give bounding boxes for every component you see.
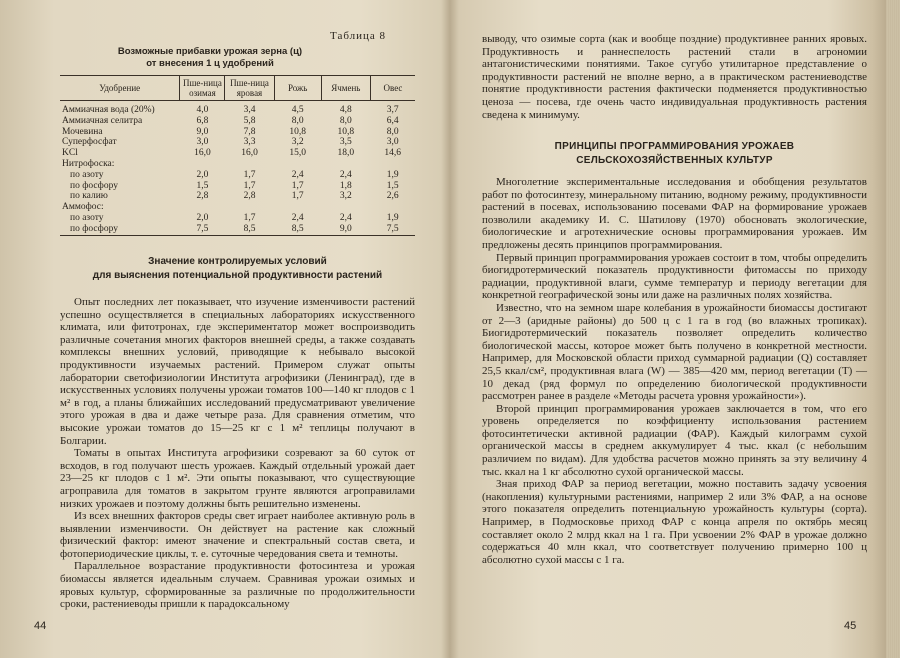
table-cell: 2,8 [243, 191, 256, 202]
table-cell: 16,0 [241, 148, 258, 159]
table-row [60, 202, 415, 213]
table-cell: 1,7 [243, 180, 256, 191]
table-cell: 7,5 [180, 224, 225, 235]
table-header: Пше-ница озимая [180, 76, 225, 101]
table-cell: 2,4 [339, 169, 352, 180]
table-cell-label: по азоту [70, 212, 104, 223]
table-header: Пше-ница яровая [225, 76, 274, 101]
table-cell: 6,8 [196, 115, 209, 126]
paragraph: Зная приход ФАР за период вегетации, можно поставить задачу усвоения (накопления) культурными растениями, например 2 или 3% ФАР, а на основе этого показателя определить потенциальную урожайность культуры (сорта). Например, в Подмосковье приход ФАР с конца апреля по октябрь месяц составляет около 2 млрд ккал на 1 га. При усвоении 2% ФАР в урожае должно содержаться 40 млн ккал, что соответствует получению примерно 100 ц абсолютно сухой массы с 1 га. [482, 478, 867, 566]
table-cell: 8,0 [386, 126, 399, 137]
table-cell: 3,2 [291, 137, 304, 148]
table-cell: 3,0 [386, 137, 399, 148]
paragraph: Из всех внешних факторов среды свет играет наиболее активную роль в выявлении изменчивости. Он действует на растение как сложный физический фактор: имеют значение и спектральный состав света, и фотопериодические циклы, т. е. суточные чередования света и темноты. [60, 510, 415, 560]
table-cell: 1,9 [386, 212, 399, 223]
left-section-heading [60, 255, 415, 283]
table-row [60, 101, 415, 116]
right-page [452, 0, 900, 658]
table-cell: 4,8 [339, 105, 352, 115]
table-row [60, 137, 415, 148]
table-cell-label: Аммиачная селитра [62, 115, 143, 126]
table-cell: 1,9 [386, 169, 399, 180]
table-cell: 2,0 [196, 212, 209, 223]
table-cell [274, 202, 321, 213]
table-cell: 2,6 [386, 191, 399, 202]
table-cell: 1,7 [291, 180, 304, 191]
table-cell: 15,0 [289, 148, 306, 159]
table-cell: 3,2 [339, 191, 352, 202]
paragraph: Опыт последних лет показывает, что изучение изменчивости растений успешно осуществляется в специальных лабораториях искусственного климата, или фитотронах, где экспериментатор может воспроизводить различные сочетания многих факторов внешней среды, а также создавать комплексы внешних условий, приводящие к небывало высокой продуктивности изучаемых растений. Примером служат опыты лаборатории светофизиологии Института агрофизики (Ленинград), где в искусственных условиях получены урожаи томатов 100—140 кг плодов с 1 м² в год, а планы ближайших исследований предусматривают увеличение этого урожая в два и даже четыре раза. Для сравнения отметим, что высокие урожаи томатов до 15—25 кг с 1 м² теплицы получают в Болгарии. [60, 296, 415, 447]
table-cell: 9,0 [321, 224, 370, 235]
table-cell-label: Аммофос: [62, 202, 104, 213]
table-cell: 3,5 [339, 137, 352, 148]
table-cell [180, 202, 225, 213]
table-cell: 2,4 [291, 169, 304, 180]
paragraph: выводу, что озимые сорта (как и вообще поздние) продуктивнее ранних яровых. Продуктивность и раннеспелость растений стали в агрономии антагонистическими понятиями. Такое сугубо утилитарное представление о продуктивности растений не вполне верно, а в практическом растениеводстве понятие продуктивности растения фактически подменяется продуктивностью ценоза — посева, где очень часто индивидуальная продуктивность растения сведена к минимуму. [482, 33, 867, 121]
table-cell-label: по фосфору [70, 180, 118, 191]
table-cell: 5,8 [243, 115, 256, 126]
right-section-heading-line2: СЕЛЬСКОХОЗЯЙСТВЕННЫХ КУЛЬТУР [576, 155, 773, 166]
table-cell: 2,0 [196, 169, 209, 180]
left-section-heading-line1: Значение контролируемых условий [148, 256, 327, 267]
right-body-text [482, 176, 867, 566]
table-row [60, 224, 415, 235]
table-cell [370, 159, 415, 170]
table-cell: 6,4 [386, 115, 399, 126]
table-row [60, 159, 415, 170]
table-cell: 14,6 [384, 148, 402, 159]
table-row [60, 116, 415, 127]
table-header: Удобрение [60, 76, 180, 101]
table-cell: 7,8 [243, 126, 256, 137]
table-cell [370, 202, 415, 213]
table-cell [180, 159, 225, 170]
table-cell-label: по фосфору [60, 224, 180, 235]
table-title-line1: Возможные прибавки урожая зерна (ц) [117, 46, 303, 57]
table-cell: 3,3 [243, 137, 256, 148]
table-cell: 2,4 [291, 212, 304, 223]
table-cell: 3,7 [386, 105, 399, 115]
paragraph: Первый принцип программирования урожаев состоит в том, чтобы определить биогидротермический показатель продуктивности фитомассы по приходу радиации, продуктивной влаги, сумме температур и периоду вегетации для конкретной географической зоны или даже на различных полях хозяйства. [482, 251, 867, 302]
paragraph: Многолетние экспериментальные исследования и обобщения результатов работ по фотосинтезу, минеральному питанию, водному режиму, продуктивности растений в посевах, использованию посевами ФАР на формирование урожаев позволили академику И. С. Шатилову (1970) обосновать экологические, биологические и агротехнические основы программирования урожаев. Им предложены десять принципов программирования. [482, 176, 867, 251]
table-row [60, 191, 415, 202]
table-cell-label: по калию [70, 191, 108, 202]
table-header: Овес [370, 76, 415, 101]
table-row [60, 181, 415, 192]
table-caption: Таблица 8 [330, 30, 387, 42]
left-section-heading-line2: для выяснения потенциальной продуктивности растений [92, 270, 383, 281]
table-cell: 18,0 [337, 148, 355, 159]
table-row [60, 127, 415, 138]
table-cell: 9,0 [196, 126, 209, 137]
table-cell: 7,5 [370, 224, 415, 235]
table-header: Рожь [274, 76, 321, 101]
table-cell [321, 159, 370, 170]
fertilizer-table [60, 75, 415, 236]
table-cell-label: по азоту [70, 169, 104, 180]
table-cell: 8,0 [291, 115, 304, 126]
table-cell [225, 202, 274, 213]
table-cell: 8,5 [225, 224, 274, 235]
table-cell [321, 202, 370, 213]
right-section-heading [482, 140, 867, 168]
table-cell-label: Аммиачная вода (20%) [62, 105, 155, 115]
table-cell: 10,8 [337, 126, 355, 137]
table-header-row [60, 76, 415, 101]
table-cell: 1,7 [291, 191, 304, 202]
left-body-text [60, 296, 415, 611]
paragraph: Томаты в опытах Института агрофизики созревают за 60 суток от всходов, в год получают шесть урожаев. Каждый отдельный урожай дает 23—25 кг плодов с 1 м². Эти опыты показывают, что существующие агроправила для томатов в закрытом грунте являются агроправилами низких урожаев и поэтому должны быть решительно изменены. [60, 447, 415, 510]
table-cell: 10,8 [289, 126, 306, 137]
table-cell: 2,4 [339, 212, 352, 223]
table-row [60, 213, 415, 224]
table-cell: 8,5 [274, 224, 321, 235]
page-number-left: 44 [34, 620, 47, 632]
table-cell: 4,5 [291, 105, 304, 115]
table-title [60, 46, 360, 70]
table-row [60, 148, 415, 159]
table-cell-label: Нитрофоска: [62, 158, 115, 169]
table-cell: 1,8 [339, 180, 352, 191]
table-cell: 3,4 [243, 105, 256, 115]
table-cell [225, 159, 274, 170]
table-cell-label: Мочевина [62, 126, 103, 137]
table-cell: 1,7 [243, 169, 256, 180]
table-cell-label: KCl [62, 148, 78, 159]
paragraph: Известно, что на земном шаре колебания в урожайности биомассы достигают от 2—3 (аридные районы) до 500 ц с 1 га в год (во влажных тропиках). Биогидротермический показатель позволяет определить количество биологической массы, которое может быть получено в конкретной местности. Например, для Московской области приход суммарной радиации (Q) составляет 25,5 ккал/см², продуктивная влага (W) — 385—420 мм, период вегетации (T) — 10 декад (ряд формул по определению биологической продуктивности рассмотрен ранее в разделе «Методы расчета уровня урожайности»). [482, 301, 867, 403]
table-cell: 3,0 [196, 137, 209, 148]
table-cell-label: Суперфосфат [62, 137, 117, 148]
table-cell [274, 159, 321, 170]
table-cell: 1,7 [243, 212, 256, 223]
table-cell: 4,0 [196, 105, 209, 115]
table-title-line2: от внесения 1 ц удобрений [146, 58, 274, 69]
table-cell: 2,8 [196, 191, 209, 202]
page-number-right: 45 [844, 620, 857, 632]
right-top-text [482, 33, 867, 121]
paragraph: Параллельное возрастание продуктивности фотосинтеза и урожая биомассы является идеальным случаем. Сравнивая урожаи озимых и яровых культур, сформированные за различные по продолжительности сроки, растениеводы пришли к парадоксальному [60, 560, 415, 611]
table-header: Ячмень [321, 76, 370, 101]
table-cell: 8,0 [339, 115, 352, 126]
table-cell: 1,5 [386, 180, 399, 191]
table-cell: 16,0 [194, 148, 211, 159]
page-edge-stack [886, 0, 900, 658]
right-section-heading-line1: ПРИНЦИПЫ ПРОГРАММИРОВАНИЯ УРОЖАЕВ [554, 141, 795, 152]
table-row [60, 170, 415, 181]
table-cell: 1,5 [196, 180, 209, 191]
paragraph: Второй принцип программирования урожаев заключается в том, что его уровень определяется по коэффициенту использования растением фотосинтетически активной радиации (ФАР). Каждый килограмм сухой органической массы в среднем аккумулирует 4 тыс. ккал (с небольшим различием по видам). Для удобства расчетов можно принять за эту величину 4 тыс. ккал на 1 кг абсолютно сухой органической массы. [482, 402, 867, 478]
